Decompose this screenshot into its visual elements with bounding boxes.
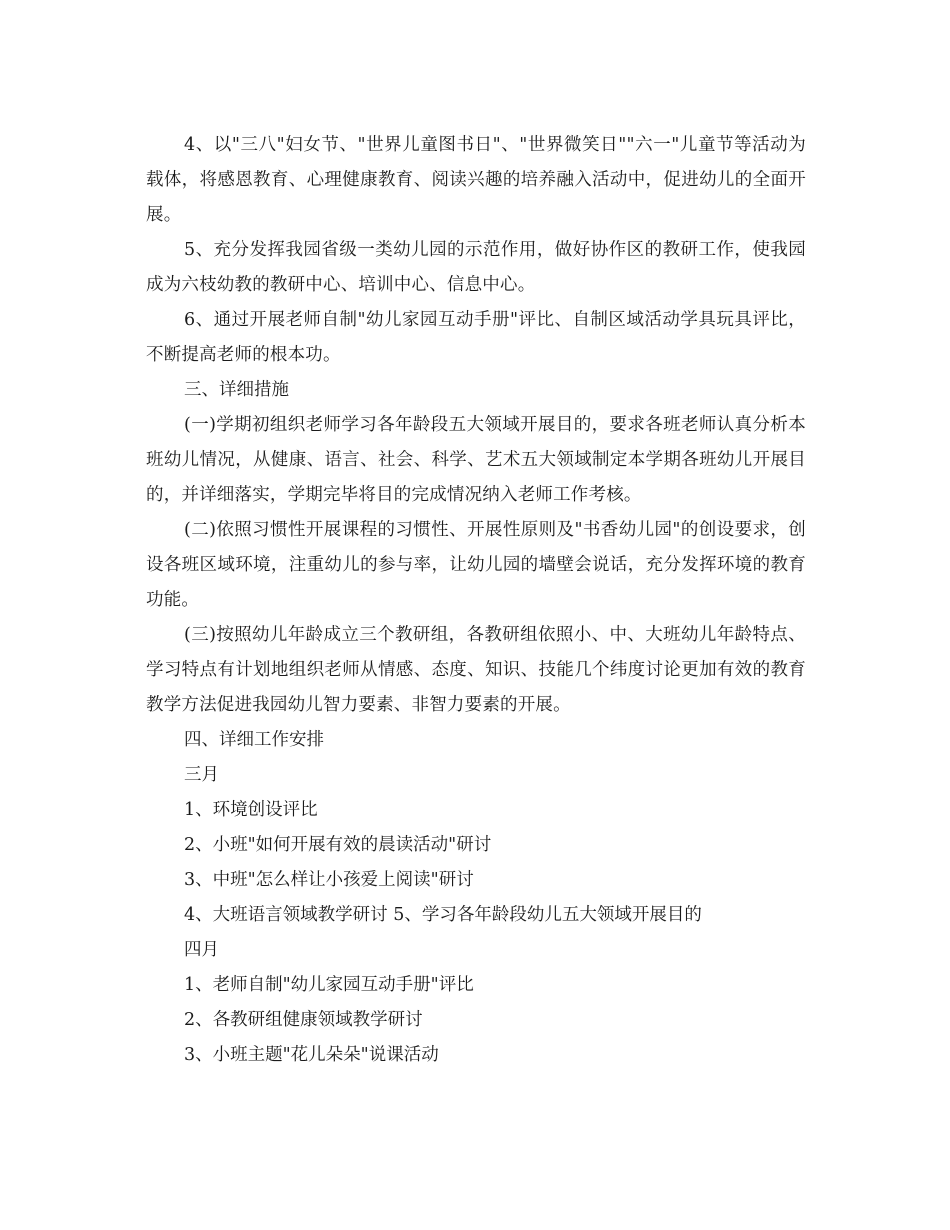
paragraph-measure-3: (三)按照幼儿年龄成立三个教研组，各教研组依照小、中、大班幼儿年龄特点、学习特点有计划地组织老师从情感、态度、知识、技能几个纬度讨论更加有效的教育教学方法促进我园幼儿智力要素、非智力要素的开展。 <box>146 625 806 715</box>
paragraph-goal-5: 5、充分发挥我园省级一类幼儿园的示范作用，做好协作区的教研工作，使我园成为六枝幼教的教研中心、培训中心、信息中心。 <box>146 240 806 295</box>
list-item: 2、各教研组健康领域教学研讨 <box>184 1010 423 1030</box>
list-item: 2、小班"如何开展有效的晨读活动"研讨 <box>184 835 492 855</box>
list-item: 3、小班主题"花儿朵朵"说课活动 <box>184 1045 439 1065</box>
section-heading-measures: 三、详细措施 <box>184 380 289 400</box>
paragraph-measure-2: (二)依照习惯性开展课程的习惯性、开展性原则及"书香幼儿园"的创设要求，创设各班区域环境，注重幼儿的参与率，让幼儿园的墙壁会说话，充分发挥环境的教育功能。 <box>146 520 806 610</box>
month-heading-april: 四月 <box>184 940 219 960</box>
list-item: 1、环境创设评比 <box>184 800 318 820</box>
paragraph-goal-6: 6、通过开展老师自制"幼儿家园互动手册"评比、自制区域活动学具玩具评比，不断提高老师的根本功。 <box>146 310 806 365</box>
document-body <box>146 128 806 1073</box>
list-item: 3、中班"怎么样让小孩爱上阅读"研讨 <box>184 870 474 890</box>
paragraph-measure-1: (一)学期初组织老师学习各年龄段五大领域开展目的，要求各班老师认真分析本班幼儿情况，从健康、语言、社会、科学、艺术五大领域制定本学期各班幼儿开展目的，并详细落实，学期完毕将目的完成情况纳入老师工作考核。 <box>146 415 806 505</box>
month-heading-march: 三月 <box>184 765 219 785</box>
paragraph-goal-4: 4、以"三八"妇女节、"世界儿童图书日"、"世界微笑日""六一"儿童节等活动为载体，将感恩教育、心理健康教育、阅读兴趣的培养融入活动中，促进幼儿的全面开展。 <box>146 135 806 225</box>
section-heading-schedule: 四、详细工作安排 <box>184 730 324 750</box>
list-item: 4、大班语言领域教学研讨 5、学习各年龄段幼儿五大领域开展目的 <box>184 905 702 925</box>
list-item: 1、老师自制"幼儿家园互动手册"评比 <box>184 975 474 995</box>
